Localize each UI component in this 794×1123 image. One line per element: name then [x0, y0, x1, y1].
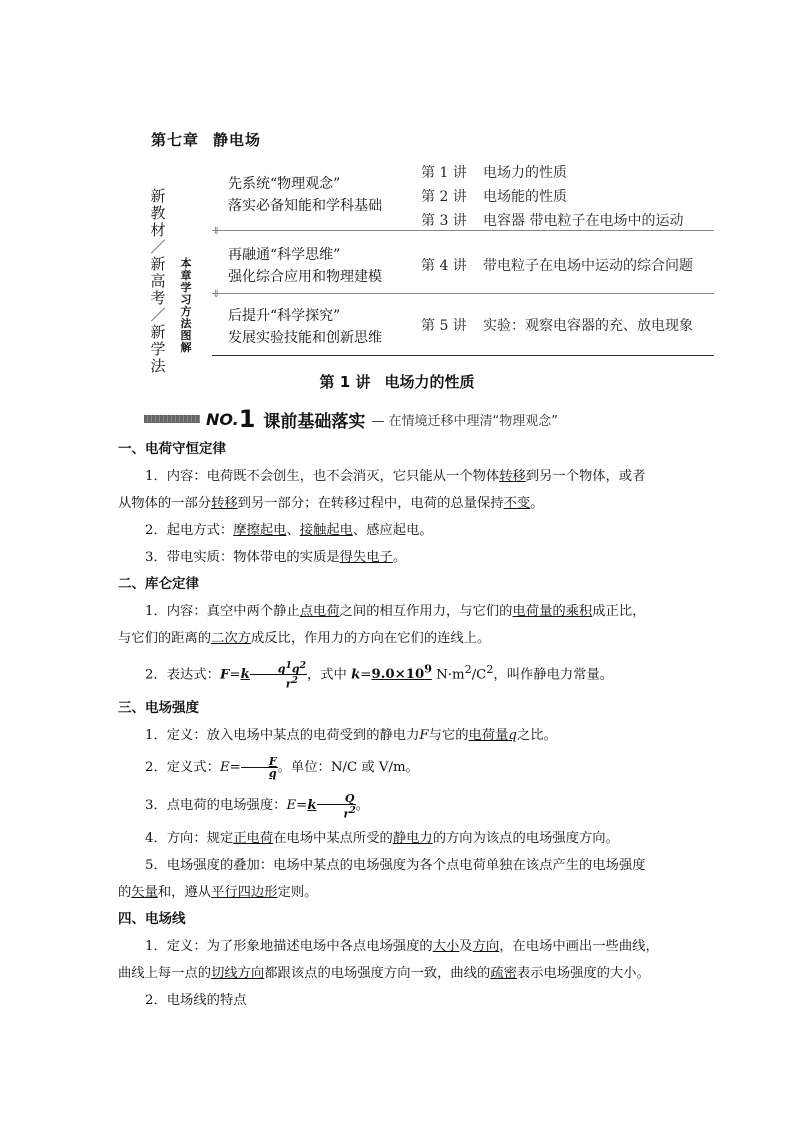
fraction — [250, 660, 307, 690]
banner-no: NO. — [206, 409, 239, 429]
text: 从物体的一部分 — [118, 496, 212, 511]
text: = — [360, 667, 372, 683]
key-term: 电荷量的乘积 — [512, 604, 593, 619]
text: ，式中 — [306, 667, 352, 683]
text: 与它的 — [428, 728, 469, 744]
lecture-num: 第 2 讲 — [421, 189, 467, 205]
key-term: 矢量 — [131, 885, 158, 901]
numerator — [250, 660, 307, 676]
paragraph — [118, 879, 688, 906]
lecture-title: 带电粒子在电场中运动的综合问题 — [483, 258, 693, 274]
text: 定则。 — [277, 885, 318, 901]
text: 4．方向：规定 — [145, 831, 234, 847]
math-var: F — [219, 667, 230, 683]
lecture-title: 电容器 带电粒子在电场中的运动 — [483, 213, 684, 229]
overview-line: 先系统“物理观念” — [228, 176, 341, 192]
denominator — [250, 675, 307, 690]
key-term: 不变 — [503, 496, 531, 511]
denominator: q — [268, 767, 277, 781]
key-term — [469, 728, 517, 743]
math-var: E — [286, 798, 297, 814]
side-label-char: 材 — [150, 221, 166, 239]
chapter-name: 静电场 — [213, 131, 262, 149]
side-label-char: 新 — [150, 187, 166, 205]
paragraph — [118, 490, 688, 517]
lecture-heading-title: 电场力的性质 — [384, 373, 475, 391]
method-label-char: 解 — [180, 341, 192, 354]
text: 成反比，作用力的方向在它们的连线上。 — [250, 631, 491, 646]
lecture-num: 第 1 讲 — [421, 165, 467, 181]
fraction — [317, 793, 356, 820]
paragraph — [118, 517, 688, 544]
overview-line: 强化综合应用和物理建模 — [228, 269, 382, 285]
side-label-char: 新 — [150, 255, 166, 273]
text: 2．起电方式： — [145, 523, 234, 538]
key-term: 转移 — [211, 496, 238, 511]
numerator: Q — [317, 793, 356, 805]
math-var: k — [240, 667, 250, 683]
text: 电荷量 — [468, 728, 509, 744]
key-term: 摩擦起电 — [233, 523, 287, 538]
text: = — [296, 798, 308, 814]
math-var: E — [219, 760, 230, 776]
paragraph — [118, 463, 688, 490]
text: 9.0×10 — [371, 667, 425, 683]
method-label-char: 习 — [180, 293, 192, 306]
lecture-title: 电场能的性质 — [483, 189, 567, 205]
key-term: 点电荷 — [299, 604, 340, 619]
section-heading: 一、电荷守恒定律 — [118, 441, 226, 457]
lecture-title: 实验：观察电容器的充、放电现象 — [483, 318, 693, 334]
key-term: 正电荷 — [233, 831, 274, 847]
overview-line: 落实必备知能和学科基础 — [228, 198, 382, 214]
text: 1．定义：为了形象地描述电场中各点电场强度的 — [145, 939, 433, 955]
side-label-char: 新 — [150, 323, 166, 341]
key-term: 二次方 — [211, 631, 251, 646]
lecture-item — [421, 185, 683, 209]
text: 在电场中某点所受的 — [273, 831, 393, 847]
text: ，在电场中画出一些曲线， — [499, 939, 659, 955]
text: 和，遵从 — [157, 885, 212, 901]
method-label-char: 方 — [180, 305, 192, 318]
text: 。 — [392, 550, 407, 565]
math-var: F — [419, 728, 429, 744]
divider — [212, 355, 714, 356]
banner-title: 课前基础落实 — [263, 411, 366, 432]
paragraph: 2．电场线的特点 — [145, 993, 247, 1009]
key-term: 静电力 — [392, 831, 433, 847]
formula — [307, 791, 356, 821]
lecture-list-2 — [421, 254, 693, 278]
method-label-char: 本 — [180, 257, 192, 270]
banner-bar — [144, 415, 200, 423]
text: 表示电场强度的大小。 — [516, 966, 650, 982]
key-term: 得失电子 — [339, 550, 393, 565]
section-heading: 二、库仑定律 — [118, 576, 199, 592]
superscript: 2 — [349, 804, 356, 816]
constant-value — [371, 663, 432, 683]
formula-paragraph — [118, 787, 688, 825]
banner-number: 1 — [238, 405, 256, 433]
text: 曲线上每一点的 — [118, 966, 212, 982]
section-heading: 四、电场线 — [118, 911, 186, 928]
side-label-char: 考 — [150, 289, 166, 307]
key-term: 接触起电 — [299, 523, 353, 538]
arrow-down-icon: ⇓ — [212, 226, 221, 237]
key-term: 大小 — [432, 939, 460, 955]
text: 到另一部分；在转移过程中，电荷的总量保持 — [237, 496, 504, 511]
lecture-item — [421, 161, 683, 185]
text: 、 — [286, 523, 300, 538]
banner-subtitle: — 在情境迁移中理清“物理观念” — [371, 413, 559, 429]
chapter-title — [151, 129, 261, 150]
lecture-heading-num: 第 1 讲 — [319, 373, 371, 391]
overview-line: 发展实验技能和创新思维 — [228, 330, 382, 346]
key-term: 平行四边形 — [211, 885, 278, 901]
text: 1．定义：放入电场中某点的电荷受到的静电力 — [145, 728, 420, 744]
divider — [212, 230, 714, 231]
side-label-char: ／ — [150, 306, 166, 324]
paragraph: 5．电场强度的叠加：电场中某点的电场强度为各个点电荷单独在该点产生的电场强度 — [145, 858, 646, 874]
text: /C — [471, 667, 487, 683]
formula — [240, 659, 307, 692]
method-label-char: 图 — [180, 329, 192, 342]
math-var: q — [508, 728, 517, 744]
text: 与它们的距离的 — [118, 631, 212, 646]
text: 3．点电荷的电场强度： — [145, 798, 287, 814]
key-term: 转移 — [499, 469, 526, 484]
text: 的 — [118, 885, 132, 901]
text: 之比。 — [516, 728, 557, 744]
math-var: k — [351, 667, 361, 683]
text: 成正比， — [592, 604, 646, 619]
key-term: 切线方向 — [211, 966, 265, 982]
side-label-char: 学 — [150, 340, 166, 358]
text: = — [229, 760, 241, 776]
formula-paragraph — [118, 749, 688, 787]
key-term: 疏密 — [490, 966, 517, 982]
section-heading: 三、电场强度 — [118, 700, 199, 717]
text: 及 — [459, 939, 473, 955]
text: 到另一个物体，或者 — [525, 469, 646, 484]
overview-group-2 — [228, 245, 382, 287]
side-label — [144, 188, 172, 375]
lecture-list-1 — [421, 161, 683, 233]
math-var: q — [277, 662, 286, 676]
denominator — [317, 805, 356, 820]
content-body — [118, 436, 688, 1014]
chapter-number: 第七章 — [151, 131, 200, 149]
overview-group-3 — [228, 306, 382, 348]
text: 3．带电实质：物体带电的实质是 — [145, 550, 340, 565]
lecture-num: 第 3 讲 — [421, 213, 467, 229]
math-var: q — [291, 662, 300, 676]
superscript: 9 — [424, 663, 432, 676]
text: 都跟该点的电场强度方向一致，曲线的 — [264, 966, 491, 982]
method-label-char: 学 — [180, 281, 192, 294]
method-label-char: 章 — [180, 269, 192, 282]
paragraph — [118, 625, 688, 652]
paragraph — [118, 722, 688, 749]
section-banner — [144, 405, 558, 433]
math-var: k — [307, 798, 317, 814]
overview-line: 后提升“科学探究” — [228, 308, 341, 324]
text: 的方向为该点的电场强度方向。 — [432, 831, 619, 847]
superscript: 2 — [291, 675, 298, 687]
side-label-char: 教 — [150, 204, 166, 222]
text: 。 — [530, 496, 544, 511]
method-label-char: 法 — [180, 317, 192, 330]
side-label-char: ／ — [150, 238, 166, 256]
paragraph — [118, 933, 688, 960]
paragraph — [118, 960, 688, 987]
fraction — [241, 756, 278, 779]
paragraph — [118, 825, 688, 852]
paragraph — [118, 598, 688, 625]
text: ，叫作静电力常量。 — [493, 667, 614, 683]
text: 2．定义式： — [145, 760, 220, 776]
superscript: 2 — [486, 663, 494, 676]
paragraph — [118, 544, 688, 571]
superscript: 1 — [285, 659, 292, 671]
text: N·m — [431, 667, 465, 683]
superscript: 2 — [464, 663, 472, 676]
text: 1．内容：真空中两个静止 — [145, 604, 300, 619]
text: 2．表达式： — [145, 667, 220, 683]
key-term: 方向 — [472, 939, 500, 955]
arrow-down-icon: ⇓ — [212, 289, 221, 300]
text: 之间的相互作用力，与它们的 — [339, 604, 513, 619]
text: 1．内容：电荷既不会创生，也不会消灭，它只能从一个物体 — [145, 469, 500, 484]
overview-line: 再融通“科学思维” — [228, 247, 341, 263]
method-label — [178, 258, 194, 354]
divider — [212, 293, 714, 294]
lecture-title: 电场力的性质 — [483, 165, 567, 181]
side-label-char: 高 — [150, 272, 166, 290]
superscript: 2 — [299, 659, 306, 671]
numerator: F — [241, 756, 278, 768]
lecture-list-3 — [421, 314, 693, 338]
lecture-item — [421, 314, 693, 338]
lecture-item — [421, 254, 693, 278]
math-var: r — [343, 807, 350, 821]
math-var: r — [285, 678, 292, 692]
lecture-num: 第 5 讲 — [421, 318, 467, 334]
lecture-heading — [0, 371, 794, 392]
text: 。单位：N/C 或 V/m。 — [277, 760, 419, 776]
text: = — [229, 667, 241, 683]
text: 、感应起电。 — [352, 523, 433, 538]
text: 。 — [355, 798, 369, 814]
lecture-num: 第 4 讲 — [421, 258, 467, 274]
side-label-char: 法 — [150, 357, 166, 375]
formula-paragraph — [118, 652, 688, 693]
overview-group-1 — [228, 174, 382, 216]
